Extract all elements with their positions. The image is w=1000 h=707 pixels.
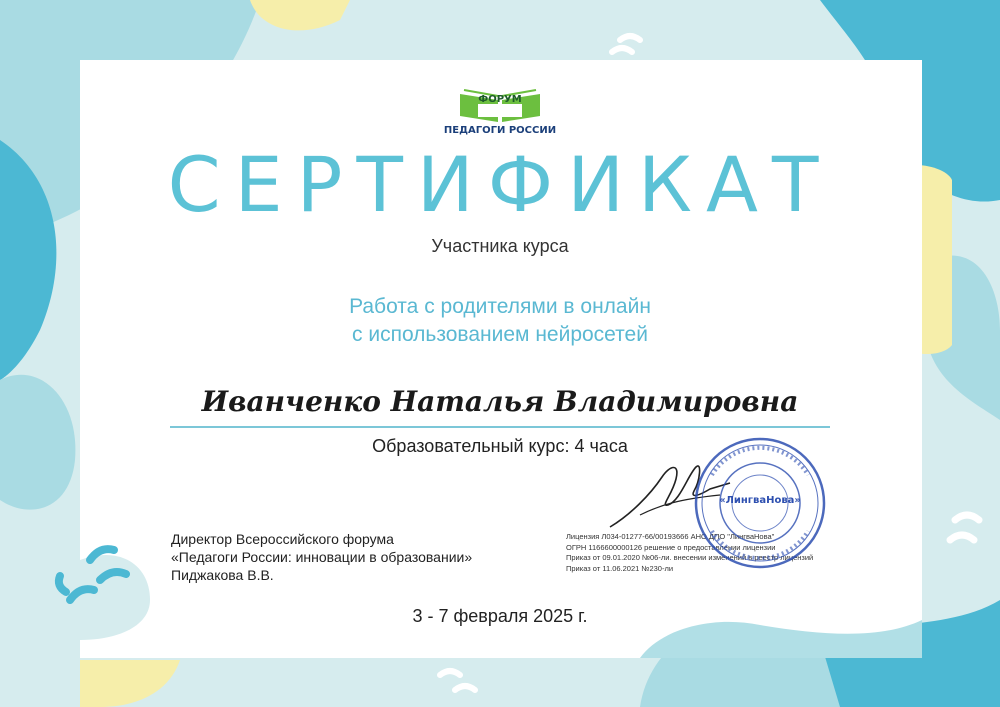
license-line2: ОГРН 1166600000126 решение о предоставлении лицензии — [566, 542, 776, 552]
stamp-name: «ЛингваНова» — [719, 495, 801, 506]
license-line4: Приказ от 11.06.2021 №230-ли — [566, 563, 674, 573]
logo-subtitle: ПЕДАГОГИ РОССИИ — [443, 125, 557, 136]
course-title-line2: с использованием нейросетей — [352, 323, 648, 346]
course-date: 3 - 7 февраля 2025 г. — [412, 606, 588, 626]
director-line1: Директор Всероссийского форума — [171, 531, 394, 547]
certificate-subtitle: Участника курса — [431, 236, 569, 256]
license-line1: Лицензия Л034-01277-66/00193666 АНО ДПО "ЛингваНова" — [566, 532, 775, 541]
director-name: Пиджакова В.В. — [171, 567, 274, 583]
course-hours: Образовательный курс: 4 часа — [372, 436, 628, 456]
course-title-line1: Работа с родителями в онлайн — [349, 295, 651, 318]
name-underline — [170, 426, 830, 428]
recipient-name: Иванченко Наталья Владимировна — [201, 385, 799, 418]
director-line2: «Педагоги России: инновации в образовании» — [171, 549, 473, 565]
certificate-title: СЕРТИФИКАТ — [167, 140, 833, 229]
director-block — [171, 530, 531, 584]
course-title — [0, 293, 1000, 349]
forum-logo — [420, 82, 580, 142]
license-line3: Приказ от 09.01.2020 №06-ли. внесении изменений в реестр лицензий — [566, 553, 814, 562]
logo-title: ФОРУМ — [478, 94, 522, 105]
